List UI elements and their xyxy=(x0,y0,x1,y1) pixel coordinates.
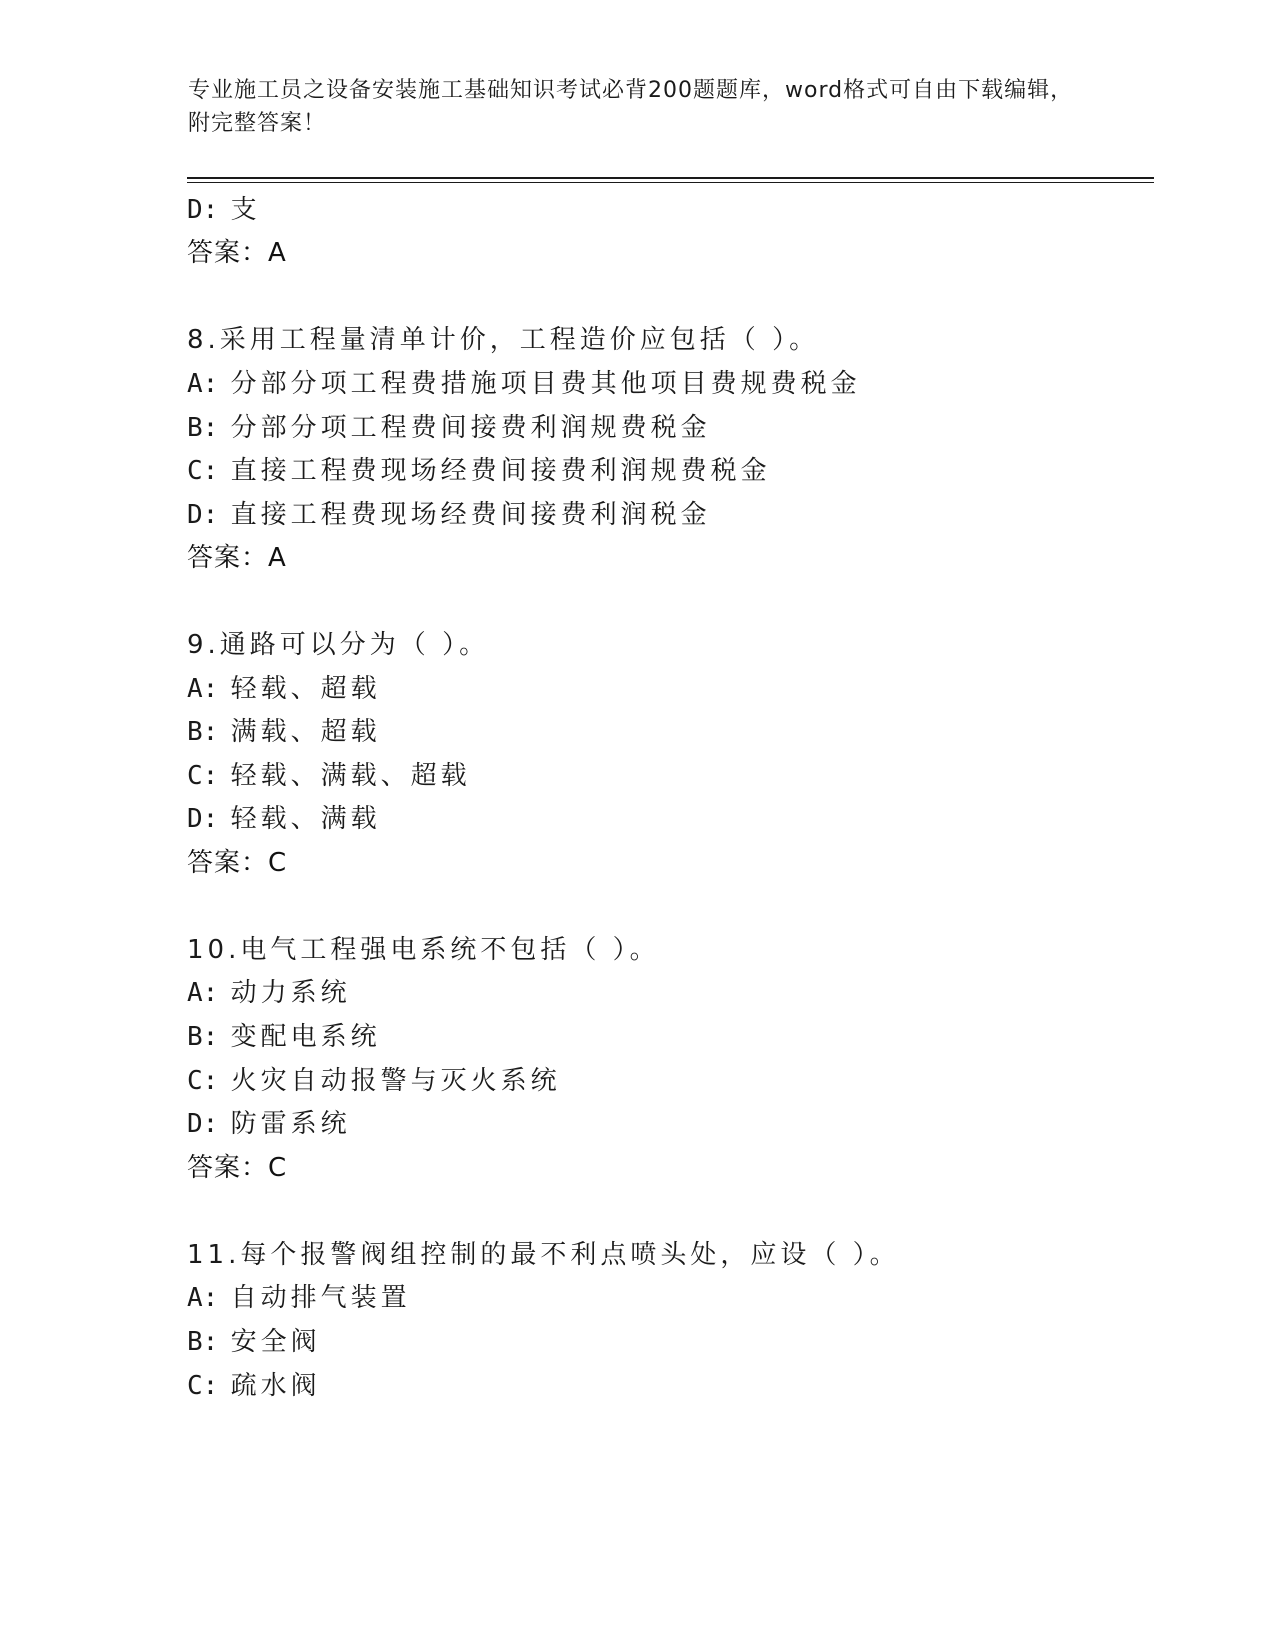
question-stem: 8.采用工程量清单计价，工程造价应包括（ ）。 xyxy=(187,325,820,355)
option-c xyxy=(187,760,471,792)
option-label: C: xyxy=(187,761,219,791)
option-text: 防雷系统 xyxy=(230,1109,351,1139)
answer-line: 答案：C xyxy=(187,1153,288,1183)
option-label: D: xyxy=(187,1109,219,1139)
option-d xyxy=(187,1108,351,1140)
option-text: 轻载、满载、超载 xyxy=(230,761,471,791)
option-label: C: xyxy=(187,1371,219,1401)
option-label: C: xyxy=(187,1066,219,1096)
option-label: A: xyxy=(187,1283,219,1313)
option-text: 轻载、满载 xyxy=(230,804,381,834)
option-text: 直接工程费现场经费间接费利润税金 xyxy=(230,500,711,530)
option-label: B: xyxy=(187,717,219,747)
option-text: 火灾自动报警与灭火系统 xyxy=(230,1066,561,1096)
option-label: B: xyxy=(187,413,219,443)
option-text: 疏水阀 xyxy=(230,1371,321,1401)
question-stem: 10.电气工程强电系统不包括（ ）。 xyxy=(187,935,660,965)
option-b xyxy=(187,412,711,444)
option-text: 分部分项工程费间接费利润规费税金 xyxy=(230,413,711,443)
answer-line: 答案：A xyxy=(187,543,287,573)
option-text: 直接工程费现场经费间接费利润规费税金 xyxy=(230,456,771,486)
option-a xyxy=(187,977,351,1009)
option-c xyxy=(187,1065,561,1097)
option-label: D: xyxy=(187,804,219,834)
option-a xyxy=(187,673,381,705)
question-stem: 9.通路可以分为（ ）。 xyxy=(187,630,490,660)
option-c xyxy=(187,1370,321,1402)
option-b xyxy=(187,716,381,748)
option-label: A: xyxy=(187,369,219,399)
option-d xyxy=(187,194,261,226)
answer-line: 答案：C xyxy=(187,848,288,878)
option-text: 自动排气装置 xyxy=(230,1283,411,1313)
option-label: B: xyxy=(187,1022,219,1052)
option-label: A: xyxy=(187,674,219,704)
option-text: 动力系统 xyxy=(230,978,351,1008)
option-label: D: xyxy=(187,500,219,530)
header-divider-thick xyxy=(187,177,1154,179)
option-d xyxy=(187,499,711,531)
option-b xyxy=(187,1021,381,1053)
option-c xyxy=(187,455,771,487)
option-d xyxy=(187,803,381,835)
option-label: D: xyxy=(187,195,219,225)
option-text: 变配电系统 xyxy=(230,1022,381,1052)
option-label: B: xyxy=(187,1327,219,1357)
page-header: 专业施工员之设备安装施工基础知识考试必背200题题库，word格式可自由下载编辑，附完整答案！ xyxy=(188,78,1074,136)
question-stem: 11.每个报警阀组控制的最不利点喷头处，应设（ ）。 xyxy=(187,1240,900,1270)
option-text: 安全阀 xyxy=(230,1327,321,1357)
option-a xyxy=(187,1282,411,1314)
answer-line: 答案：A xyxy=(187,238,287,268)
option-text: 轻载、超载 xyxy=(230,674,381,704)
option-b xyxy=(187,1326,321,1358)
header-divider-thin xyxy=(187,182,1154,183)
option-text: 分部分项工程费措施项目费其他项目费规费税金 xyxy=(230,369,861,399)
option-label: A: xyxy=(187,978,219,1008)
option-label: C: xyxy=(187,456,219,486)
option-a xyxy=(187,368,861,400)
option-text: 支 xyxy=(230,195,261,225)
option-text: 满载、超载 xyxy=(230,717,381,747)
